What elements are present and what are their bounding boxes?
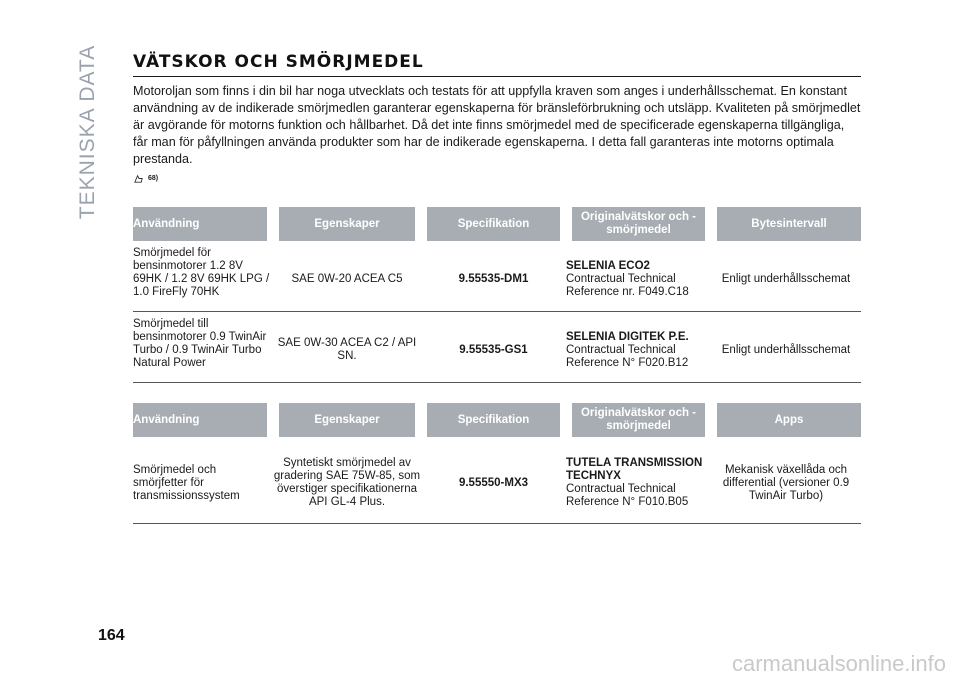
cell-interval: Enligt underhållsschemat: [711, 241, 861, 312]
header-properties: Egenskaper: [273, 403, 421, 437]
cell-interval: Enligt underhållsschemat: [711, 312, 861, 383]
note-reference-label: 68): [148, 174, 159, 182]
intro-paragraph: Motoroljan som finns i din bil har noga utvecklats och testats för att uppfylla kraven som anges i underhållsschemat. En konstant användning av de indikerade smörjmedlen garanterar egenskaperna för bränsleförbrukning och utsläpp. Kvaliteten på smörjmedlet är avgörande för motorns funktion och hållbarhet. Då det inte finns smörjmedel med de specificerade egenskaperna tillgängliga, får man för påfyllningen använda produkter som har de indikerade egenskaperna. I detta fall garanteras inte motorns optimala prestanda.: [133, 84, 861, 166]
table-header-row: [133, 403, 861, 437]
table-row: [133, 241, 861, 312]
header-change-interval: Bytesintervall: [711, 207, 861, 241]
header-specification: Specifikation: [421, 403, 566, 437]
original-product-name: TUTELA TRANSMISSION TECHNYX: [566, 457, 703, 482]
cell-specification: 9.55535-GS1: [421, 312, 566, 383]
watermark: carmanualsonline.info: [731, 651, 946, 676]
original-product-name: SELENIA ECO2: [566, 259, 650, 272]
hand-pointer-icon: [133, 173, 144, 184]
cell-properties: Syntetiskt smörjmedel av gradering SAE 75W-85, som överstiger specifikationerna API GL-4 Plus.: [273, 437, 421, 524]
table-header-row: [133, 207, 861, 241]
cell-original: [566, 241, 711, 312]
cell-use: Smörjmedel och smörjfetter för transmissionssystem: [133, 437, 273, 524]
table-row: [133, 312, 861, 383]
page-content: [133, 52, 861, 524]
cell-original: [566, 312, 711, 383]
lubricants-table-engine: [133, 207, 861, 383]
note-reference[interactable]: [133, 171, 861, 185]
lubricants-table-transmission: [133, 403, 861, 524]
cell-original: [566, 437, 711, 524]
cell-apps: Mekanisk växellåda och differential (versioner 0.9 TwinAir Turbo): [711, 437, 861, 524]
cell-specification: 9.55535-DM1: [421, 241, 566, 312]
section-side-label: [64, 42, 112, 222]
header-original-fluids: Originalvätskor och -smörjmedel: [566, 403, 711, 437]
header-specification: Specifikation: [421, 207, 566, 241]
original-product-reference: Contractual Technical Reference N° F010.B05: [566, 483, 689, 508]
header-use: Användning: [133, 403, 273, 437]
cell-properties: SAE 0W-30 ACEA C2 / API SN.: [273, 312, 421, 383]
header-original-fluids: Originalvätskor och -smörjmedel: [566, 207, 711, 241]
side-label-text: TEKNISKA DATA: [76, 44, 99, 220]
page-number: 164: [98, 627, 125, 644]
original-product-reference: Contractual Technical Reference nr. F049.C18: [566, 272, 689, 298]
header-apps: Apps: [711, 403, 861, 437]
table-row: [133, 437, 861, 524]
cell-specification: 9.55550-MX3: [421, 437, 566, 524]
header-properties: Egenskaper: [273, 207, 421, 241]
section-title: VÄTSKOR OCH SMÖRJMEDEL: [133, 52, 861, 77]
cell-use: Smörjmedel för bensinmotorer 1.2 8V 69HK / 1.2 8V 69HK LPG / 1.0 FireFly 70HK: [133, 241, 273, 312]
header-use: Användning: [133, 207, 273, 241]
cell-use: Smörjmedel till bensinmotorer 0.9 TwinAir Turbo / 0.9 TwinAir Turbo Natural Power: [133, 312, 273, 383]
original-product-name: SELENIA DIGITEK P.E.: [566, 330, 689, 343]
original-product-reference: Contractual Technical Reference N° F020.B12: [566, 343, 689, 369]
cell-properties: SAE 0W-20 ACEA C5: [273, 241, 421, 312]
